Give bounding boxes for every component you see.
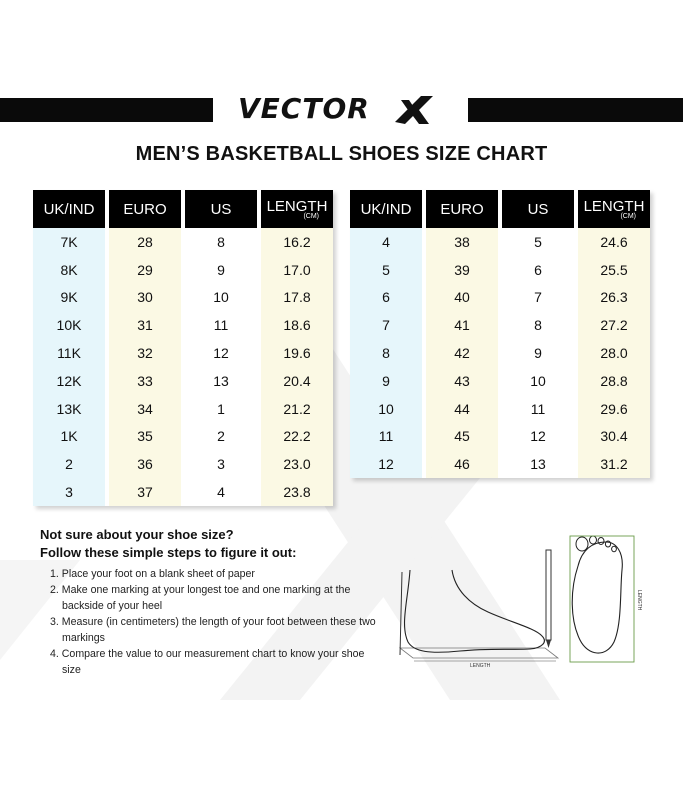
cell-us: 2 (185, 423, 261, 451)
cell-length: 26.3 (578, 284, 650, 312)
header-us: US (502, 190, 578, 228)
foot-measure-illustration (370, 530, 650, 680)
cell-uk: 9K (33, 284, 109, 312)
cell-euro: 39 (426, 256, 502, 284)
table-row (33, 478, 333, 506)
cell-uk: 11K (33, 339, 109, 367)
cell-length: 28.8 (578, 367, 650, 395)
cell-euro: 38 (426, 228, 502, 256)
table-row (33, 311, 333, 339)
table-row (33, 395, 333, 423)
cell-uk: 10K (33, 311, 109, 339)
table-row (350, 256, 650, 284)
table-header-row (33, 190, 333, 228)
brand-wordmark: VECTOR (238, 92, 370, 125)
table-row (33, 284, 333, 312)
steps-list (40, 566, 380, 678)
cell-us: 6 (502, 256, 578, 284)
cell-euro: 44 (426, 395, 502, 423)
cell-us: 11 (185, 311, 261, 339)
cell-length: 29.6 (578, 395, 650, 423)
cell-euro: 29 (109, 256, 185, 284)
cell-us: 7 (502, 284, 578, 312)
header-euro: EURO (426, 190, 502, 228)
cell-us: 10 (502, 367, 578, 395)
cell-euro: 28 (109, 228, 185, 256)
top-foot-graphic (572, 542, 622, 653)
side-foot-graphic (405, 570, 545, 652)
cell-uk: 13K (33, 395, 109, 423)
cell-euro: 33 (109, 367, 185, 395)
cell-uk: 2 (33, 450, 109, 478)
instructions-question: Not sure about your shoe size? (40, 527, 234, 542)
header-length: LENGTH (CM) (578, 190, 650, 228)
cell-length: 21.2 (261, 395, 333, 423)
table-row (350, 367, 650, 395)
cell-length: 17.0 (261, 256, 333, 284)
cell-euro: 31 (109, 311, 185, 339)
cell-uk: 11 (350, 423, 426, 451)
cell-uk: 12K (33, 367, 109, 395)
cell-length: 17.8 (261, 284, 333, 312)
table-row (33, 423, 333, 451)
header-uk: UK/IND (350, 190, 426, 228)
cell-length: 27.2 (578, 311, 650, 339)
table-row (33, 450, 333, 478)
table-row (33, 367, 333, 395)
cell-us: 9 (502, 339, 578, 367)
cell-euro: 34 (109, 395, 185, 423)
page-title: MEN’S BASKETBALL SHOES SIZE CHART (135, 143, 548, 165)
cell-length: 19.6 (261, 339, 333, 367)
cell-length: 30.4 (578, 423, 650, 451)
cell-euro: 40 (426, 284, 502, 312)
cell-uk: 7K (33, 228, 109, 256)
cell-uk: 6 (350, 284, 426, 312)
table-row (350, 284, 650, 312)
cell-length: 20.4 (261, 367, 333, 395)
cell-length: 16.2 (261, 228, 333, 256)
cell-euro: 30 (109, 284, 185, 312)
cell-uk: 3 (33, 478, 109, 506)
cell-euro: 45 (426, 423, 502, 451)
cell-us: 13 (185, 367, 261, 395)
table-row (33, 339, 333, 367)
cell-us: 9 (185, 256, 261, 284)
header-bar-right (468, 98, 683, 122)
pencil-icon (546, 550, 551, 648)
cell-us: 12 (185, 339, 261, 367)
cell-euro: 36 (109, 450, 185, 478)
cell-uk: 8 (350, 339, 426, 367)
x-logo-icon (393, 94, 435, 126)
cell-length: 23.8 (261, 478, 333, 506)
header-euro: EURO (109, 190, 185, 228)
step-item: 2. Make one marking at your longest toe and one marking at the backside of your heel (50, 584, 351, 612)
cell-uk: 10 (350, 395, 426, 423)
cell-us: 5 (502, 228, 578, 256)
step-item: 4. Compare the value to our measurement chart to know your shoe size (50, 648, 365, 676)
cell-uk: 7 (350, 311, 426, 339)
heel-marker-line (400, 572, 402, 655)
brand-logo (238, 92, 448, 128)
cell-us: 12 (502, 423, 578, 451)
instructions-lead: Follow these simple steps to figure it out: (40, 545, 297, 560)
cell-euro: 35 (109, 423, 185, 451)
step-item: 3. Measure (in centimeters) the length of your foot between these two markings (50, 616, 376, 644)
measure-box (570, 536, 634, 662)
cell-length: 23.0 (261, 450, 333, 478)
cell-length: 24.6 (578, 228, 650, 256)
header-uk: UK/IND (33, 190, 109, 228)
header-us: US (185, 190, 261, 228)
cell-euro: 46 (426, 450, 502, 478)
cell-us: 13 (502, 450, 578, 478)
cell-us: 8 (185, 228, 261, 256)
table-row (33, 228, 333, 256)
cell-euro: 42 (426, 339, 502, 367)
cell-us: 11 (502, 395, 578, 423)
cell-length: 28.0 (578, 339, 650, 367)
length-label-side: LENGTH (470, 663, 491, 669)
cell-us: 8 (502, 311, 578, 339)
table-row (350, 395, 650, 423)
cell-us: 10 (185, 284, 261, 312)
cell-euro: 43 (426, 367, 502, 395)
cell-uk: 5 (350, 256, 426, 284)
table-row (350, 339, 650, 367)
size-table-left (33, 190, 333, 506)
table-row (350, 450, 650, 478)
table-row (350, 311, 650, 339)
cell-uk: 1K (33, 423, 109, 451)
cell-uk: 9 (350, 367, 426, 395)
cell-euro: 41 (426, 311, 502, 339)
length-label-top: LENGTH (636, 590, 642, 611)
cell-uk: 4 (350, 228, 426, 256)
cell-length: 18.6 (261, 311, 333, 339)
table-row (33, 256, 333, 284)
header-bar-left (0, 98, 213, 122)
table-row (350, 228, 650, 256)
cell-uk: 12 (350, 450, 426, 478)
cell-us: 1 (185, 395, 261, 423)
step-item: 1. Place your foot on a blank sheet of paper (50, 568, 255, 580)
cell-length: 22.2 (261, 423, 333, 451)
header-length: LENGTH (CM) (261, 190, 333, 228)
cell-us: 3 (185, 450, 261, 478)
cell-length: 31.2 (578, 450, 650, 478)
table-header-row (350, 190, 650, 228)
size-table-right (350, 190, 650, 478)
measuring-instructions (40, 526, 380, 678)
cell-uk: 8K (33, 256, 109, 284)
cell-euro: 37 (109, 478, 185, 506)
cell-us: 4 (185, 478, 261, 506)
cell-euro: 32 (109, 339, 185, 367)
table-row (350, 423, 650, 451)
cell-length: 25.5 (578, 256, 650, 284)
